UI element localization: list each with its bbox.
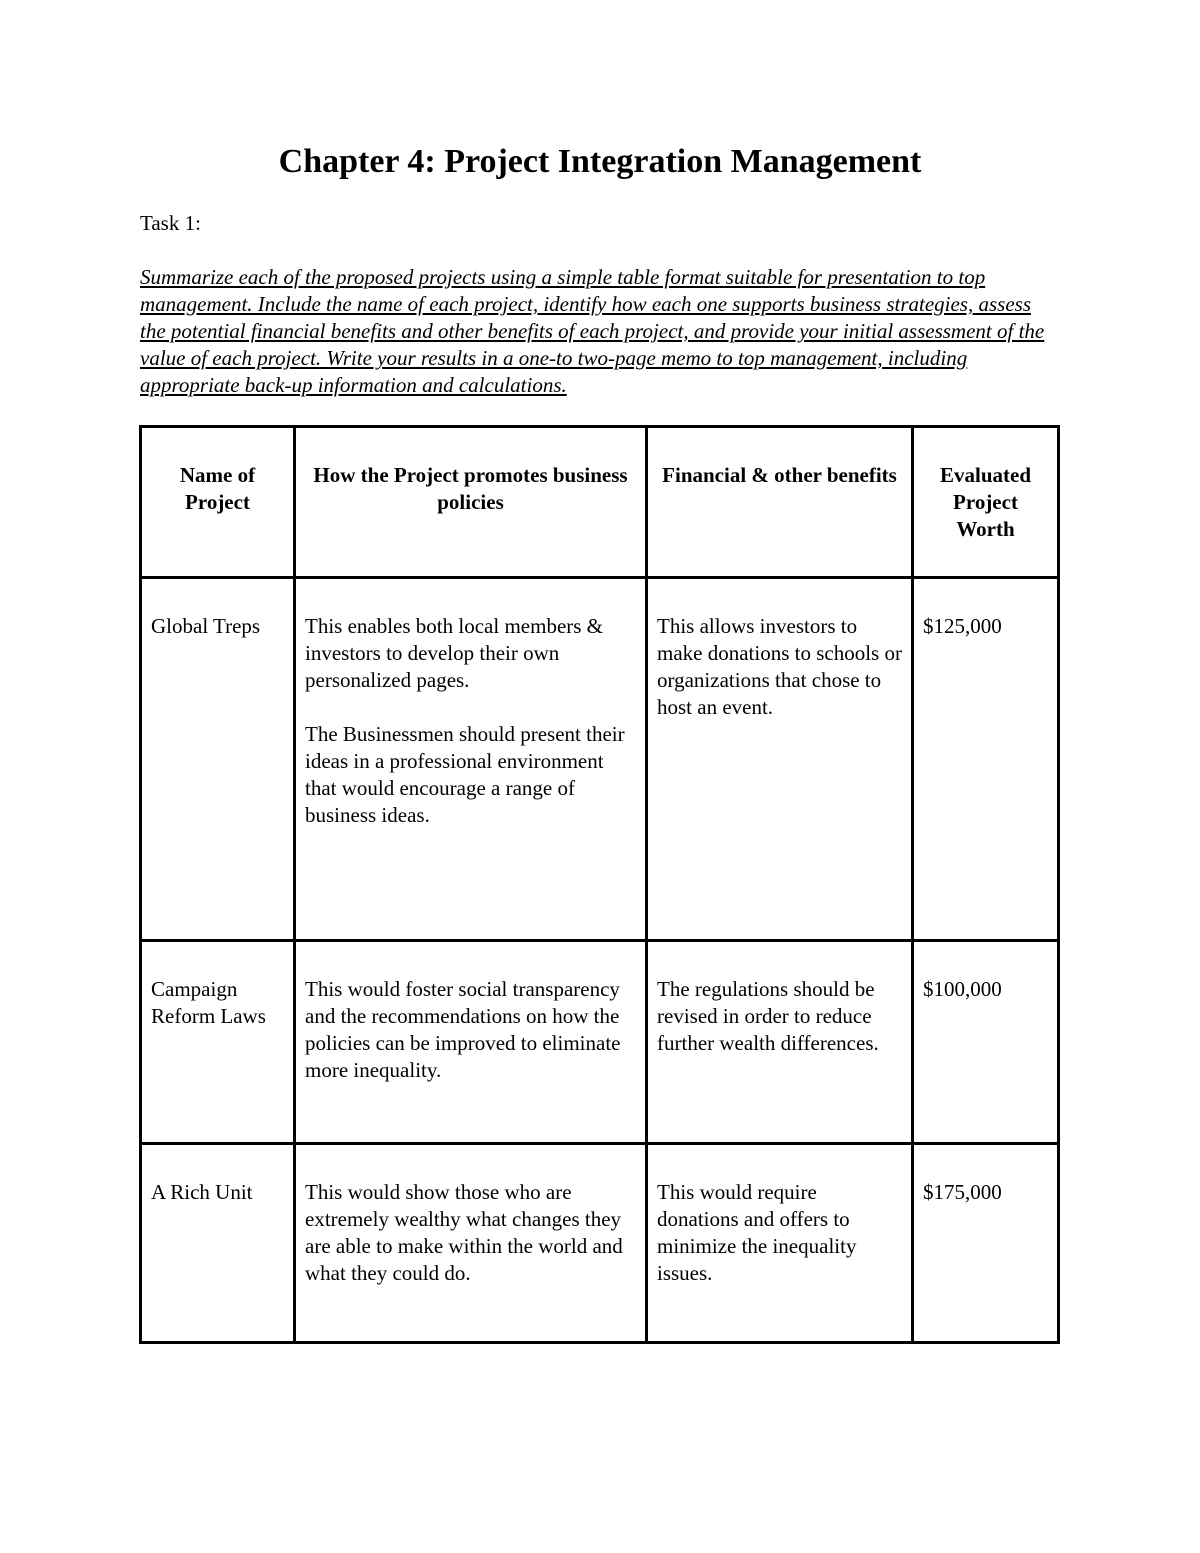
task-label: Task 1: [140, 211, 201, 235]
cell-project-name: Campaign Reform Laws [141, 941, 295, 1144]
table-row [141, 941, 1059, 1144]
task-instructions: Summarize each of the proposed projects using a simple table format suitable for presentation to top management. Include the name of each project, identify how each one supports business strategies, assess the potential financial benefits and other benefits of each project, and provide your initial assessment of the value of each project. Write your results in a one-to two-page memo to top management, including appropriate back-up information and calculations. [140, 265, 1045, 397]
cell-business-policies: This would show those who are extremely wealthy what changes they are able to make within the world and what they could do. [295, 1144, 647, 1343]
cell-business-policies: This would foster social transparency and the recommendations on how the policies can be improved to eliminate more inequality. [295, 941, 647, 1144]
cell-project-worth: $125,000 [913, 578, 1059, 941]
cell-project-worth: $175,000 [913, 1144, 1059, 1343]
header-benefits: Financial & other benefits [647, 427, 913, 578]
header-business-policies: How the Project promotes business policies [295, 427, 647, 578]
cell-business-policies [295, 578, 647, 941]
cell-project-worth: $100,000 [913, 941, 1059, 1144]
cell-project-name: Global Treps [141, 578, 295, 941]
policy-paragraph: This enables both local members & investors to develop their own personalized pages. [305, 614, 604, 692]
policy-paragraph: The Businessmen should present their ideas in a professional environment that would encourage a range of business ideas. [305, 722, 625, 827]
cell-benefits: This would require donations and offers to minimize the inequality issues. [647, 1144, 913, 1343]
cell-benefits: This allows investors to make donations to schools or organizations that chose to host an event. [647, 578, 913, 941]
cell-benefits: The regulations should be revised in order to reduce further wealth differences. [647, 941, 913, 1144]
cell-project-name: A Rich Unit [141, 1144, 295, 1343]
header-project-name: Name of Project [141, 427, 295, 578]
table-row [141, 578, 1059, 941]
page-title: Chapter 4: Project Integration Management [278, 143, 922, 180]
table-header-row [141, 427, 1059, 578]
table-row [141, 1144, 1059, 1343]
projects-table [139, 425, 1060, 1344]
header-project-worth: Evaluated Project Worth [913, 427, 1059, 578]
